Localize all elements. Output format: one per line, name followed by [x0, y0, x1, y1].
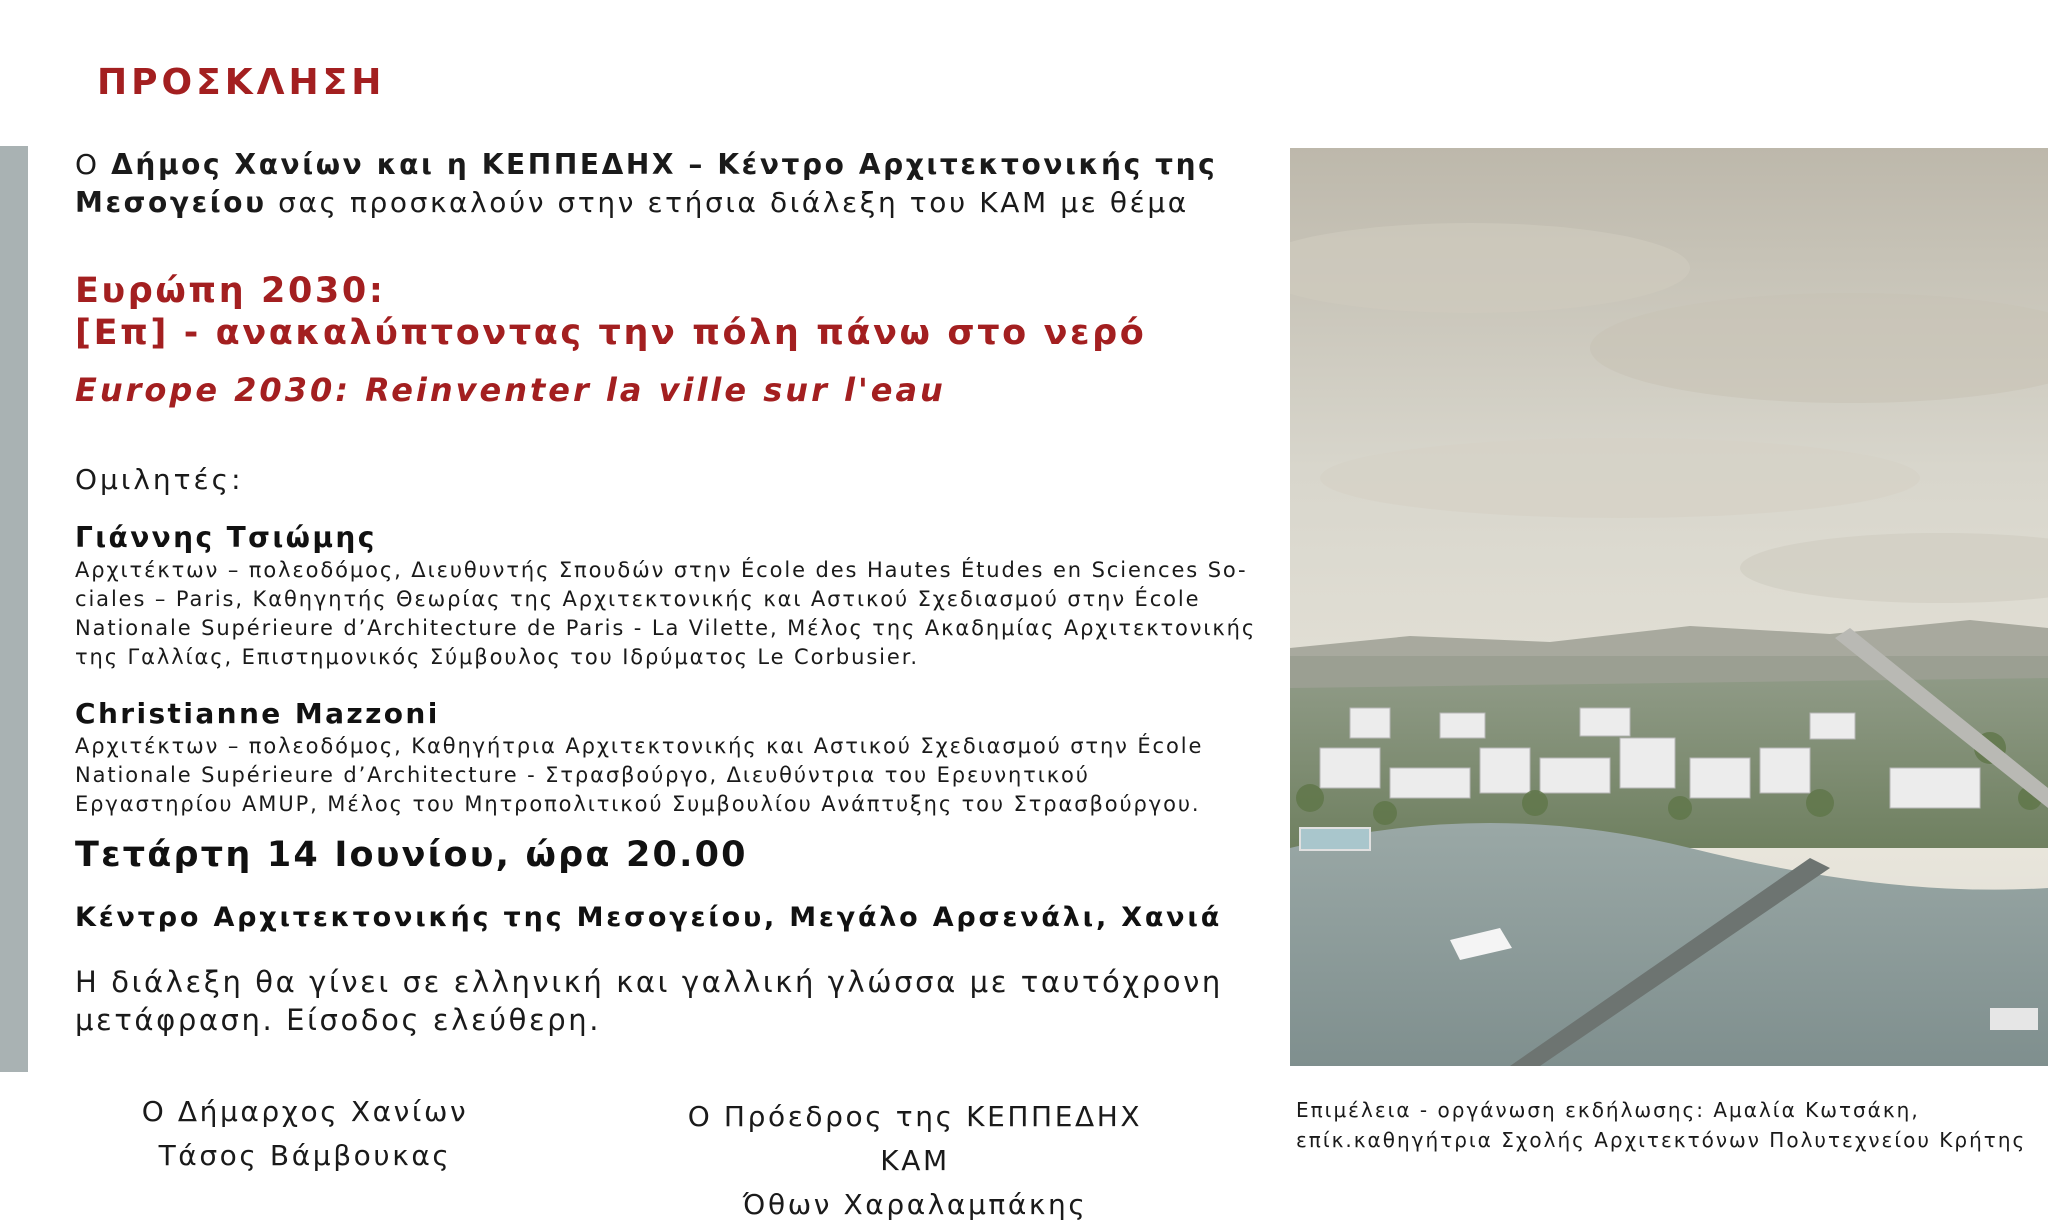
invitation-title: ΠΡΟΣΚΛΗΣΗ [97, 62, 386, 103]
organizer-credit: Επιμέλεια - οργάνωση εκδήλωσης: Αμαλία Κωτσάκη, επίκ.καθηγήτρια Σχολής Αρχιτεκτόνων Πολυτεχνείου Κρήτης [1296, 1098, 2027, 1152]
intro-hosts: Δήμος Χανίων και η ΚΕΠΠΕΔΗΧ – Κέντρο Αρχιτεκτονικής της Μεσογείου [75, 148, 1218, 219]
president-signature [670, 1095, 1160, 1227]
intro-lead: Ο [75, 148, 112, 181]
president-name: Όθων Χαραλαμπάκης [742, 1188, 1088, 1221]
event-venue: Κέντρο Αρχιτεκτονικής της Μεσογείου, Μεγάλο Αρσενάλι, Χανιά [75, 902, 1223, 933]
decorative-side-bar [0, 146, 28, 1072]
lecture-topic-greek [75, 270, 1255, 354]
speakers-label: Ομιλητές: [75, 463, 244, 496]
intro-rest: σας προσκαλούν στην ετήσια διάλεξη του ΚΑΜ με θέμα [266, 186, 1189, 219]
speaker-1-name: Γιάννης Τσιώμης [75, 521, 377, 554]
lecture-topic-french: Europe 2030: Reinventer la ville sur l'eau [75, 371, 946, 409]
event-datetime: Τετάρτη 14 Ιουνίου, ώρα 20.00 [75, 835, 748, 875]
speaker-2-name: Christianne Mazzoni [75, 697, 440, 730]
speaker-2-bio: Αρχιτέκτων – πολεοδόμος, Καθηγήτρια Αρχιτεκτονικής και Αστικού Σχεδιασμού στην École Nationale Supérieure d’Architecture - Στρασβούργο, Διευθύντρια του Ερευνητικού Εργαστηρίου AMUP, Μέλος του Μητροπολιτικού Συμβουλίου Ανάπτυξης του Στρασβούργου. [75, 734, 1204, 816]
aerial-city-render-image [1290, 148, 2048, 1066]
intro-paragraph [75, 146, 1255, 222]
mayor-signature [130, 1090, 480, 1178]
mayor-name: Τάσος Βάμβουκας [158, 1139, 452, 1172]
topic-greek-line1: Ευρώπη 2030: [75, 271, 386, 311]
topic-greek-line2: [Επ] - ανακαλύπτοντας την πόλη πάνω στο νερό [75, 313, 1147, 353]
speaker-1-bio: Αρχιτέκτων – πολεοδόμος, Διευθυντής Σπουδών στην École des Hautes Études en Sciences So- ciales – Paris, Καθηγητής Θεωρίας της Αρχιτεκτονικής και Αστικού Σχεδιασμού στην École Nationale Supérieure d’Architecture de Paris - La Vilette, Μέλος της Ακαδημίας Αρχιτεκτονικής της Γαλλίας, Επιστημονικός Σύμβουλος του Ιδρύματος Le Corbusier. [75, 558, 1257, 669]
language-note: Η διάλεξη θα γίνει σε ελληνική και γαλλική γλώσσα με ταυτόχρονη μετάφραση. Είσοδος ελεύθερη. [75, 965, 1223, 1037]
president-title: Ο Πρόεδρος της ΚΕΠΠΕΔΗΧ ΚΑΜ [687, 1100, 1143, 1177]
mayor-title: Ο Δήμαρχος Χανίων [141, 1095, 469, 1128]
city-render-illustration [1290, 148, 2048, 1066]
